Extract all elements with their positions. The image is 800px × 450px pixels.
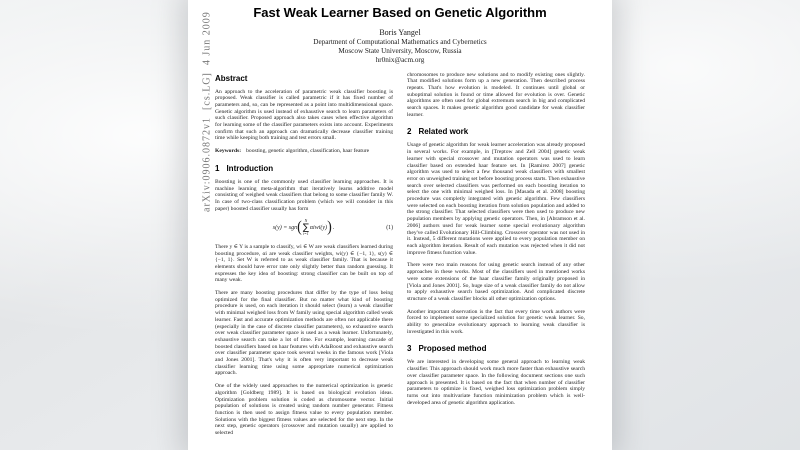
equation-body — [273, 219, 335, 235]
paragraph: There were two main reasons for using genetic search instead of any other approaches in these works. Most of the classifiers used in mentioned works were some extensions of the haar classifier family originally proposed in [Viola and Jones 2001]. So, huge size of a weak classifier family do not allow to apply exhaustive search based optimization. And complicated discrete structure of a weak classifier blocks all other optimization options. — [407, 262, 585, 302]
paragraph: We are interested in developing some general approach to learning weak classifier. This approach should work much more faster than exhaustive search over classifier parameter space. In the following document sections one such approach is presented. It is based on the fact that when number of classifier parameters to optimize is fixed, weighed loss optimization problem simply turns out into multivariate function minimization problem which is well-developed area of genetic algorithm application. — [407, 359, 585, 406]
paper-page: arXiv:0906.0872v1 [cs.LG] 4 Jun 2009 Fast Weak Learner Based on Genetic Algorithm Boris Yangel Department of Computational Mathematics and Cybernetics Moscow State University, Moscow, Russia hr0nix@acm.org Abstract An approach to the acceleration of parametric weak classifier boosting is proposed. Weak classifier is called parametric if it has fixed number of parameters and, so, can be represented as a point into multidimensional space. Genetic algorithm is used instead of exhaustive search to learn parameters of such classifier. Proposed approach also takes cases when effective algorithm for learning some of the classifier parameters exists into account. Experiments confirm that such an approach can dramatically decrease classifier training time while keeping both training and test errors small. Keywords: boosting, genetic algorithm, classification, haar feature 1 Introduction Boosting is one of the commonly used classifier learning approaches. It is machine learning meta-algorithm that iteratively learns additive model consisting of weighed weak classifiers that belong to some classifier family W. In case of two-class classification problem (which we will consider in this paper) boosted classifier usually has form s(y) = sgn ( N ∑ i=1 αiwi(y) ) . (1) There y ∈ Y is a sample to classify, wi ∈ W are weak classifiers learned during boosting procedure, αi are weak classifier weights, wi(y) ∈ {−1, 1}, s(y) ∈ {−1, 1}. Set W is referred to as weak classifier family. That is because it elements should have error rate only slightly better than random guessing. It expresses the key idea of boosting: strong classifier can be built on top of many weak. There are many boosting procedures that differ by the type of loss being optimized for the final classifier. But no matter what kind of boosting procedure is used, on each iteration it should select (learn) a weak classifier with minimal weighed loss from W family using special algorithm called weak learner. Fast and accurate optimization methods are often not applicable there (especially in the case of discrete classifier parameters), so exhaustive search over weak classifier parameter space is used as a weak learner. Unfortunately, exhaustive search can take a lot of time. For example, learning cascade of boosted classifiers based on haar features with AdaBoost and exhaustive search over classifier parameter space took several weeks in the famous work [Viola and Jones 2001]. That's why it is often very important to decrease weak classifier learning time using some appropriate numerical optimization approach. One of the widely used approaches to the numerical optimization is genetic algorithm [Goldberg 1989]. It is based on biological evolution ideas. Optimization problem solution is coded as chromosome vector. Initial population of solutions is created using random number generator. Fitness function is then used to assign fitness value to every population member. Solutions with the biggest fitness values are selected for the next step. In the next step, genetic operators (crossover and mutation usually) are applied to selected chromosomes to produce new solutions and to modify existing ones slightly. That modified solutions form up a new generation. Then described process repeats. That's how evolution is modeled. It continues until global or suboptimal solution is found or time allowed for evolution is over. Genetic algorithms are often used for global extremum search in big and complicated search spaces. It makes genetic algorithm good candidate for weak classifier learner. 2 Related work Usage of genetic algorithm for weak learner acceleration was already proposed in several works. For example, in [Treptow and Zell 2004] genetic weak learner with special crossover and mutation operators was used to learn classifier based on extended haar feature set. In [Ramirez 2007] genetic algorithm was used to select a few thousand weak classifiers with smallest error on unweighed training set before boosting process starts. Then exhaustive search over selected classifiers was performed on each boosting iteration to select the one with minimal weighed loss. In [Masada et al. 2008] boosting procedure was completly integrated with genetic algorithm. Few classifiers were selected on each boosting iteration from solution population and added to the strong classifier. That selected classifiers were then used to produce new population members by applying genetic operators. Then, in [Abramson et al. 2006] authors used for weak learner some special evolutionary algorithm they've called Evolutionary Hill-Climbing. Crossover operator was not used in it. Instead, 5 different mutations were applied to every population member on each algorithm iteration. Result of each mutation was rejected when it did not improve fitness function value. There were two main reasons for using genetic search instead of any other approaches in these works. Most of the classifiers used in mentioned works were some extensions of the haar classifier family originally proposed in [Viola and Jones 2001]. So, huge size of a weak classifier family do not allow to apply exhaustive search based optimization. And complicated discrete structure of a weak classifier blocks all other optimization options. Another important observation is the fact that every time work authors were forced to implement some specialized solution for genetic weak learner. So, ability to generalize evolutionary approach to learning weak classifier is investigated in this work. 3 Proposed method We are interested in developing some general approach to learning weak classifier. This approach should work much more faster than exhaustive search over classifier parameter space. In the following document sections one such approach is presented. It is based on the fact that when number of classifier parameters to optimize is fixed, weighed loss optimization problem simply turns out into multivariate function minimization problem which is well-developed area of genetic algorithm application. — [188, 0, 612, 450]
paper-title: Fast Weak Learner Based on Genetic Algorithm — [253, 5, 547, 20]
section-3-heading — [407, 344, 585, 353]
paragraph: One of the widely used approaches to the numerical optimization is genetic algorithm [Goldberg 1989]. It is based on biological evolution ideas. Optimization problem solution is coded as chromosome vector. Initial population of solutions is created using random number generator. Fitness function is then used to assign fitness value to every population member. Solutions with the biggest fitness values are selected for the next step. In the next step, genetic operators (crossover and mutation usually) are applied to selected — [215, 383, 393, 437]
sum-upper-limit: N — [304, 219, 308, 224]
title-block — [188, 0, 612, 65]
equation-summand: αiwi(y) — [309, 224, 328, 231]
right-column — [407, 72, 585, 443]
paragraph: chromosomes to produce new solutions and to modify existing ones slightly. That modified solutions form up a new generation. Then described process repeats. That's how evolution is modeled. It continues until global or suboptimal solution is found or time allowed for evolution is over. Genetic algorithms are often used for global extremum search in big and complicated search spaces. It makes genetic algorithm good candidate for weak classifier learner. — [407, 71, 585, 118]
abstract-text: An approach to the acceleration of parametric weak classifier boosting is proposed. Weak classifier is called parametric if it has fixed number of parameters and, so, can be represented as a point into multidimensional space. Genetic algorithm is used instead of exhaustive search to learn parameters of such classifier. Proposed approach also takes cases when effective algorithm for learning some of the classifier parameters exists into account. Experiments confirm that such an approach can dramatically decrease classifier training time while keeping both training and test errors small. — [215, 88, 393, 142]
paragraph: Usage of genetic algorithm for weak learner acceleration was already proposed in several works. For example, in [Treptow and Zell 2004] genetic weak learner with special crossover and mutation operators was used to learn classifier based on extended haar feature set. In [Ramirez 2007] genetic algorithm was used to select a few thousand weak classifiers with smallest error on unweighed training set before boosting process starts. Then exhaustive search over selected classifiers was performed on each boosting iteration to select the one with minimal weighed loss. In [Masada et al. 2008] boosting procedure was completly integrated with genetic algorithm. Few classifiers were selected on each boosting iteration from solution population and added to the strong classifier. That selected classifiers were then used to produce new population members by applying genetic operators. Then, in [Abramson et al. 2006] authors used for weak learner some special evolutionary algorithm they've called Evolutionary Hill-Climbing. Crossover operator was not used in it. Instead, 5 different mutations were applied to every population member on each algorithm iteration. Result of each mutation was rejected when it did not improve fitness function value. — [407, 142, 585, 256]
sigma-symbol: ∑ — [302, 222, 309, 233]
equation-open-paren: ( — [297, 218, 302, 236]
sum-lower-limit: i=1 — [303, 231, 309, 236]
paragraph: There are many boosting procedures that differ by the type of loss being optimized for the final classifier. But no matter what kind of boosting procedure is used, on each iteration it should select (learn) a weak classifier with minimal weighed loss from W family using special algorithm called weak learner. Fast and accurate optimization methods are often not applicable there (especially in the case of discrete classifier parameters), so exhaustive search over weak classifier parameter space is used as a weak learner. Unfortunately, exhaustive search can take a lot of time. For example, learning cascade of boosted classifiers based on haar features with AdaBoost and exhaustive search over classifier parameter space took several weeks in the famous work [Viola and Jones 2001]. That's why it is often very important to decrease weak classifier learning time using some appropriate numerical optimization approach. — [215, 290, 393, 377]
paragraph: Another important observation is the fact that every time work authors were forced to implement some specialized solution for genetic weak learner. So, ability to generalize evolutionary approach to learning weak classifier is investigated in this work. — [407, 308, 585, 335]
keywords-line — [215, 148, 393, 155]
equation-lhs: s(y) = sgn — [272, 224, 298, 231]
section-1-title: Introduction — [226, 163, 274, 173]
author-email: hr0nix@acm.org — [375, 55, 425, 64]
equation-number: (1) — [386, 224, 393, 231]
section-2-number: 2 — [407, 127, 412, 137]
author-university: Moscow State University, Moscow, Russia — [338, 46, 462, 55]
section-1-number: 1 — [215, 163, 220, 173]
keywords-text: boosting, genetic algorithm, classification, haar feature — [246, 148, 370, 155]
section-3-title: Proposed method — [418, 344, 487, 354]
paragraph: Boosting is one of the commonly used classifier learning approaches. It is machine learning meta-algorithm that iteratively learns additive model consisting of weighed weak classifiers that belong to some classifier family W. In case of two-class classification problem (which we will consider in this paper) boosted classifier usually has form — [215, 178, 393, 212]
author-name: Boris Yangel — [379, 27, 421, 37]
equation-close-paren: ) — [327, 218, 332, 236]
abstract-heading: Abstract — [215, 73, 248, 83]
left-column — [215, 72, 393, 443]
section-1-heading — [215, 164, 393, 173]
section-3-number: 3 — [407, 344, 412, 354]
paragraph: There y ∈ Y is a sample to classify, wi ∈ W are weak classifiers learned during boosting procedure, αi are weak classifier weights, wi(y) ∈ {−1, 1}, s(y) ∈ {−1, 1}. Set W is referred to as weak classifier family. That is because it elements should have error rate only slightly better than random guessing. It expresses the key idea of boosting: strong classifier can be built on top of many weak. — [215, 243, 393, 284]
sum-operator — [303, 219, 309, 235]
equation-1 — [215, 219, 393, 235]
keywords-label: Keywords: — [215, 148, 242, 155]
equation-period: . — [332, 224, 335, 231]
two-column-body — [188, 65, 612, 443]
section-2-title: Related work — [418, 127, 469, 137]
section-2-heading — [407, 127, 585, 136]
author-department: Department of Computational Mathematics and Cybernetics — [313, 37, 487, 46]
